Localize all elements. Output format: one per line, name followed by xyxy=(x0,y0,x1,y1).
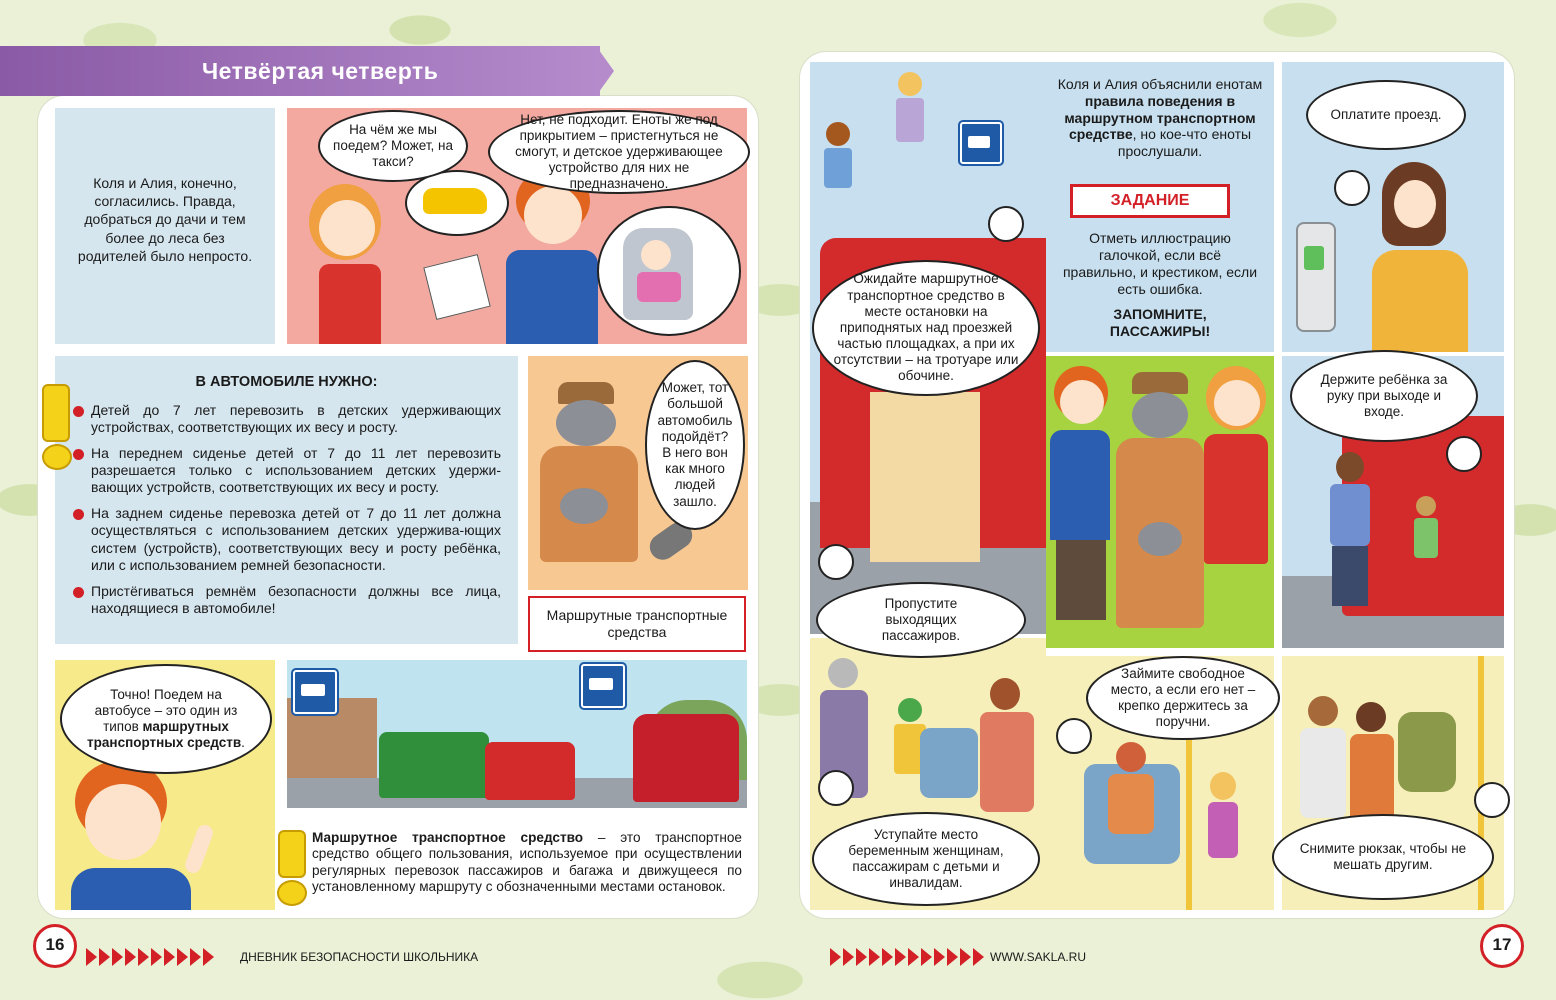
footer-chevrons xyxy=(86,948,216,971)
boy-walking-figure xyxy=(818,122,858,222)
rule-item: На заднем сиденье перевозка детей от 7 до 11 лет должна осуществляться с использованием детских удержива-ющих систем (устройств), соответствующих весу и росту ребёнка, или с использованием ремней безопасности. xyxy=(73,505,501,573)
footer-chevrons xyxy=(830,948,986,971)
car-rules-list xyxy=(73,402,501,626)
car-rules-title: В АВТОМОБИЛЕ НУЖНО: xyxy=(195,374,378,390)
task-label-ribbon xyxy=(1070,184,1230,218)
transport-caption: Маршрутные транспортные средства xyxy=(528,596,746,652)
child-figure xyxy=(1408,496,1444,596)
intro-panel xyxy=(55,108,275,344)
mother-figure xyxy=(1322,452,1378,622)
raccoon-in-coat xyxy=(534,376,644,590)
bubble-pay-fare: Оплатите проезд. xyxy=(1306,80,1466,150)
remember-text: ЗАПОМНИТЕ, ПАССАЖИРЫ! xyxy=(1109,306,1211,340)
boy-pointing-figure xyxy=(71,760,231,910)
speech-bubble-girl: На чём же мы поедем? Может, на такси? xyxy=(318,110,468,182)
speech-bubble-boy-bus: Точно! Поедем на автобусе – это один из типов маршрутных транспортных средств. xyxy=(60,664,272,774)
taxi-car-icon xyxy=(423,188,487,214)
validator-device xyxy=(1296,222,1336,332)
exclamation-icon-dot xyxy=(277,880,307,906)
answer-checkbox-circle[interactable] xyxy=(1334,170,1370,206)
footer-website: WWW.SAKLA.RU xyxy=(990,950,1087,964)
red-bus xyxy=(485,742,575,800)
green-trolleybus xyxy=(379,732,489,798)
speech-bubble-boy: Нет, не подходит. Еноты же под прикрытием – пристегнуться не смогут, и детское удерживающее устройство для них не предназначено. xyxy=(488,110,750,194)
definition-text: Маршрутное транспортное средство – это транспортное средство общего пользования, используемое при осуществлении регулярных перевозок пассажиров и багажа и движущееся по установленному маршруту с обозначенными местами остановок. xyxy=(312,830,742,894)
answer-checkbox-circle[interactable] xyxy=(988,206,1024,242)
answer-checkbox-circle[interactable] xyxy=(818,544,854,580)
red-tram xyxy=(633,714,739,802)
page-number: 17 xyxy=(1492,935,1512,954)
bubble-give-up-seat: Уступайте место беременным женщинам, пассажирам с детьми и инвалидам. xyxy=(812,812,1040,906)
bubble-remove-backpack: Снимите рюкзак, чтобы не мешать другим. xyxy=(1272,814,1494,900)
rule-item: Пристёгиваться ремнём безопасности должны все лица, находящиеся в автомобиле! xyxy=(73,583,501,617)
page-title: Четвёртая четверть xyxy=(202,58,439,84)
footer-text: ДНЕВНИК БЕЗОПАСНОСТИ ШКОЛЬНИКА xyxy=(240,950,479,964)
answer-checkbox-circle[interactable] xyxy=(1446,436,1482,472)
bus-seat xyxy=(920,728,978,798)
rule-item: На переднем сиденье детей от 7 до 11 лет перевозить разрешается только с использованием детских удержи-вающих устройств, соответствующих их весу и росту. xyxy=(73,445,501,496)
seated-woman-figure xyxy=(1100,742,1160,882)
task-label: ЗАДАНИЕ xyxy=(1110,192,1190,209)
task-text: Отметь иллюстрацию галочкой, если всё правильно, и крестиком, если есть ошибка. xyxy=(1062,230,1258,298)
right-intro-text: Коля и Алия объяснили енотам правила поведения в маршрутном транспортном средстве, но кое-что еноты прослушали. xyxy=(1057,76,1263,160)
bubble-take-seat: Займите свободное место, а если его нет – крепко держитесь за поручни. xyxy=(1086,656,1280,740)
mother-with-baby-figure xyxy=(970,678,1042,818)
newspaper xyxy=(423,254,490,320)
girl-aliya-figure xyxy=(1200,366,1272,646)
girl-figure xyxy=(297,178,407,344)
raccoon-disguise-figure xyxy=(1112,372,1208,642)
backpack xyxy=(1398,712,1456,792)
answer-checkbox-circle[interactable] xyxy=(1056,718,1092,754)
bubble-hold-child: Держите ребёнка за руку при выходе и входе. xyxy=(1290,350,1478,442)
standing-girl-figure xyxy=(1200,772,1246,902)
bubble-wait-at-stop: Ожидайте маршрутное транспортное средство в месте остановки на приподнятых над проезжей частью площадках, а при их отсутствии – на тротуаре или обочине. xyxy=(812,260,1040,396)
boy-figure xyxy=(492,168,612,344)
bus-stop-scene-panel xyxy=(287,660,747,808)
exclamation-icon xyxy=(42,384,70,442)
raccoons-with-kids-panel xyxy=(1046,356,1274,648)
rule-item: Детей до 7 лет перевозить в детских удерживающих устройствах, соответствующих их весу и росту. xyxy=(73,402,501,436)
car-rules-panel xyxy=(55,356,518,644)
boy-kolya-figure xyxy=(1046,366,1116,646)
bubble-let-passengers-out: Пропустите выходящих пассажиров. xyxy=(816,582,1026,658)
answer-checkbox-circle[interactable] xyxy=(818,770,854,806)
child-in-seat xyxy=(641,240,671,270)
exclamation-icon-dot xyxy=(42,444,72,470)
intro-text: Коля и Алия, конечно, согласились. Правда, добраться до дачи и тем более до леса без родителей было непросто. xyxy=(77,175,253,264)
woman-paying-figure xyxy=(1358,162,1488,352)
crying-girl-figure xyxy=(890,72,930,172)
ribbon-tail xyxy=(596,46,614,96)
page-number: 16 xyxy=(45,935,65,954)
speech-bubble-raccoon: Может, тот большой автомобиль подойдёт? В него вон как много людей зашло. xyxy=(645,360,745,530)
exclamation-icon xyxy=(278,830,306,878)
answer-checkbox-circle[interactable] xyxy=(1474,782,1510,818)
